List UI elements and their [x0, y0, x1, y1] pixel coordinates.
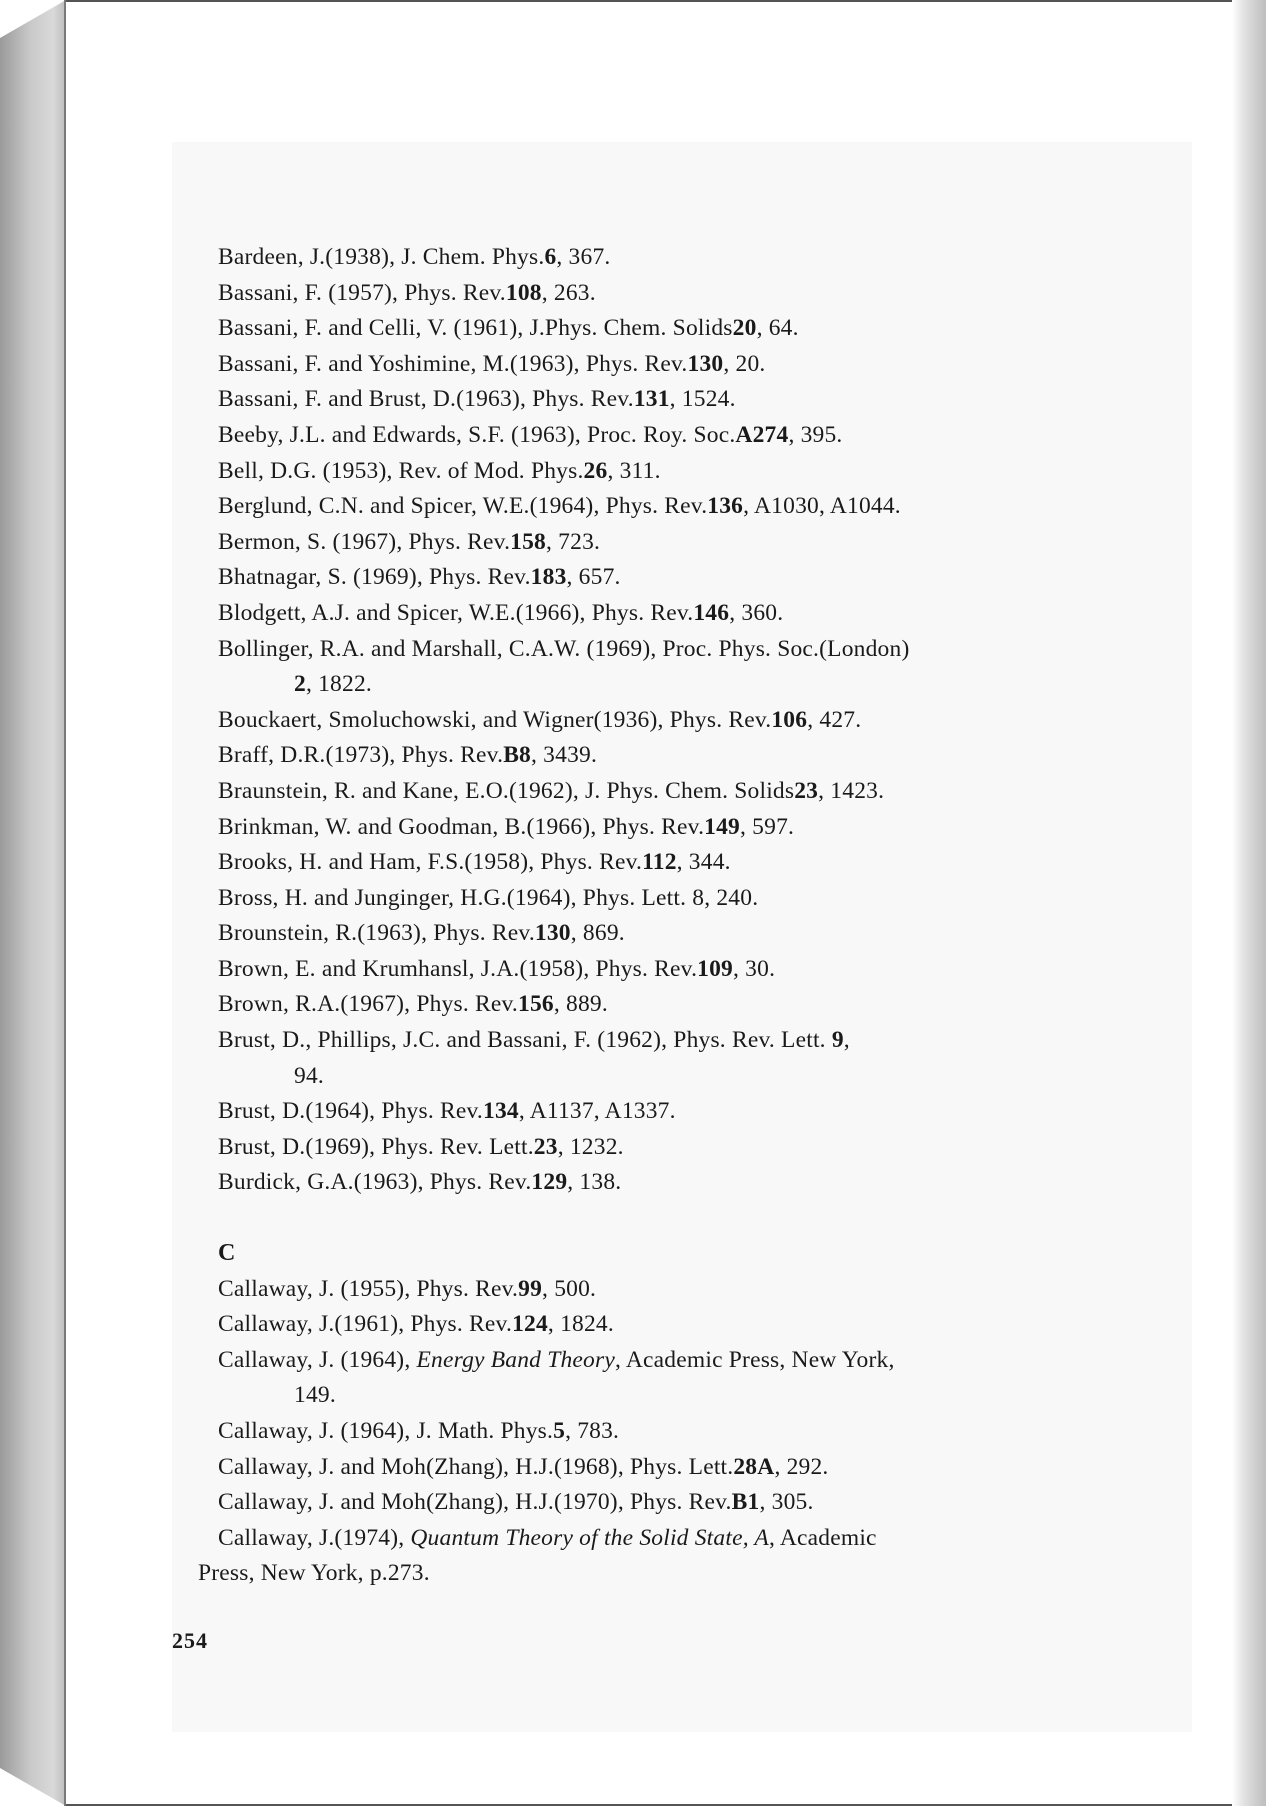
reference-entry: Callaway, J. (1964), Energy Band Theory, Academic Press, New York, 149.: [218, 1346, 895, 1409]
reference-entry: Berglund, C.N. and Spicer, W.E.(1964), Phys. Rev. 136 , A1030, A1044.: [218, 493, 901, 520]
reference-entry: Bassani, F. and Celli, V. (1961), J.Phys. Chem. Solids 20 , 64.: [218, 315, 799, 342]
reference-entry: Callaway, J. (1955), Phys. Rev. 99 , 500.: [218, 1275, 597, 1302]
reference-entry: Bhatnagar, S. (1969), Phys. Rev. 183 , 657.: [218, 564, 621, 591]
page-shadow: [1232, 0, 1266, 1806]
reference-entry: Brown, R.A.(1967), Phys. Rev. 156 , 889.: [218, 991, 608, 1018]
reference-entry: Braunstein, R. and Kane, E.O.(1962), J. Phys. Chem. Solids 23 , 1423.: [218, 777, 885, 804]
book-spine: [0, 0, 66, 1806]
reference-entry: Bassani, F. and Brust, D.(1963), Phys. Rev. 131 , 1524.: [218, 386, 736, 413]
reference-entry: Bassani, F. and Yoshimine, M.(1963), Phys. Rev. 130 , 20.: [218, 350, 766, 377]
reference-entry: Callaway, J. and Moh(Zhang), H.J.(1968), Phys. Lett. 28A , 292.: [218, 1453, 829, 1480]
reference-entry: Brust, D., Phillips, J.C. and Bassani, F. (1962), Phys. Rev. Lett. 9, 94.: [218, 1027, 850, 1089]
reference-entry: Bell, D.G. (1953), Rev. of Mod. Phys. 26 , 311.: [218, 457, 661, 484]
reference-entry: Bardeen, J.(1938), J. Chem. Phys. 6 , 367.: [218, 244, 611, 270]
reference-entry: Braff, D.R.(1973), Phys. Rev. B8 , 3439.: [218, 742, 598, 769]
reference-entry: Brooks, H. and Ham, F.S.(1958), Phys. Rev. 112 , 344.: [218, 849, 731, 876]
reference-entry: Brounstein, R.(1963), Phys. Rev. 130 , 869.: [218, 920, 625, 947]
reference-list: [198, 240, 1098, 1592]
reference-entry: Bollinger, R.A. and Marshall, C.A.W. (1969), Proc. Phys. Soc.(London) 2, 1822.: [218, 635, 910, 698]
reference-entry: Bross, H. and Junginger, H.G.(1964), Phys. Lett. 8, 240.: [218, 884, 759, 911]
reference-entry: Callaway, J. (1964), J. Math. Phys. 5 , 783.: [218, 1418, 620, 1444]
reference-entry: Burdick, G.A.(1963), Phys. Rev. 129 , 138.: [218, 1169, 622, 1196]
reference-entry: Bouckaert, Smoluchowski, and Wigner(1936), Phys. Rev. 106 , 427.: [218, 706, 862, 733]
reference-entry: Callaway, J.(1961), Phys. Rev. 124 , 1824.: [218, 1311, 614, 1338]
reference-entry: Brust, D.(1964), Phys. Rev. 134 , A1137, A1337.: [218, 1098, 676, 1125]
reference-entry: Brust, D.(1969), Phys. Rev. Lett. 23 , 1232.: [218, 1133, 624, 1160]
reference-entry: Brinkman, W. and Goodman, B.(1966), Phys. Rev. 149 , 597.: [218, 813, 795, 840]
reference-entry: Bermon, S. (1967), Phys. Rev. 158 , 723.: [218, 528, 601, 555]
reference-entry: Beeby, J.L. and Edwards, S.F. (1963), Proc. Roy. Soc. A274 , 395.: [218, 421, 843, 448]
reference-entry: Blodgett, A.J. and Spicer, W.E.(1966), Phys. Rev. 146 , 360.: [218, 599, 784, 626]
reference-entry: Bassani, F. (1957), Phys. Rev. 108 , 263.: [218, 279, 596, 306]
reference-entry: Callaway, J.(1974), Quantum Theory of the Solid State, A, Academic Press, New York, p.273.: [198, 1524, 877, 1587]
reference-entry: Brown, E. and Krumhansl, J.A.(1958), Phys. Rev. 109 , 30.: [218, 955, 776, 982]
section-heading: C: [218, 1240, 236, 1267]
reference-entry: Callaway, J. and Moh(Zhang), H.J.(1970), Phys. Rev. B1 , 305.: [218, 1489, 814, 1516]
page-number: 254: [172, 1628, 208, 1653]
